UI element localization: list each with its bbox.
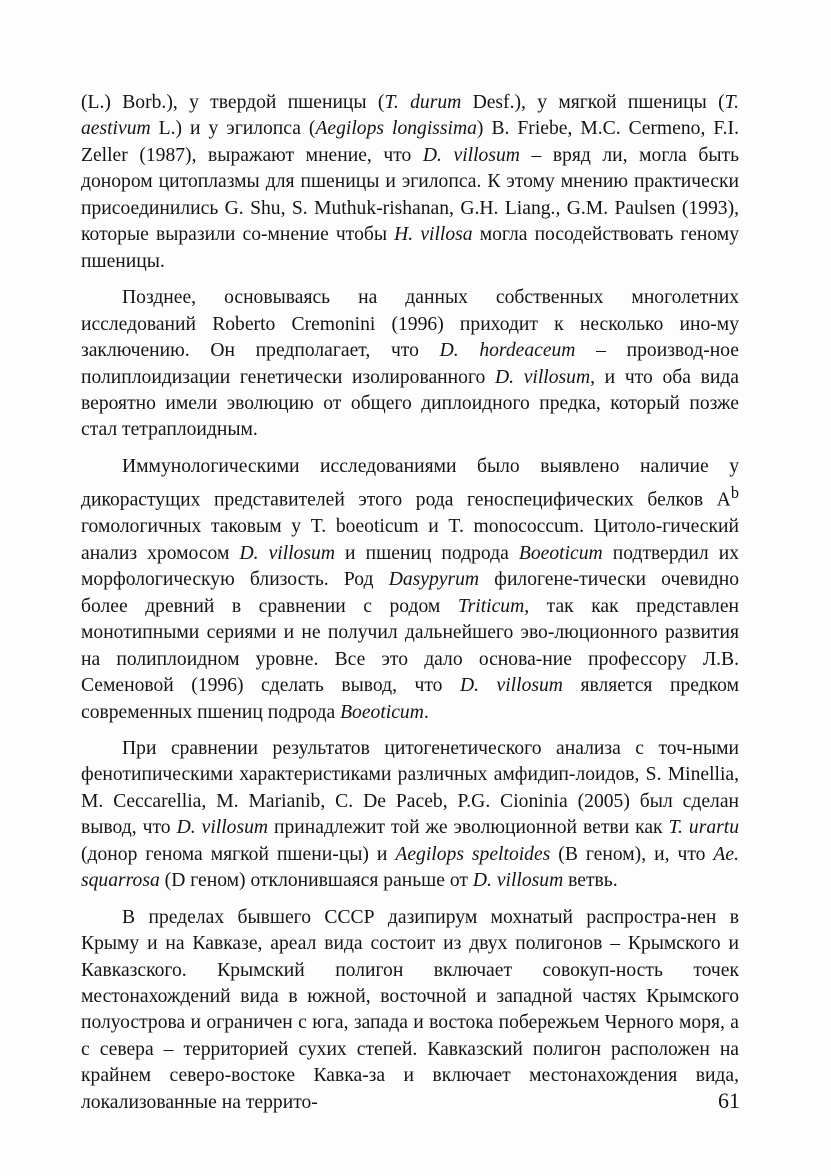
- text-run: , так как представлен монотипными сериями и не получил дальнейшего эво-люционного развития на полиплоидном уровне. Все это дало основа-ние профессору Л.В. Семеновой (1996) сделать вывод, что: [81, 595, 740, 697]
- paragraph: [81, 905, 739, 1117]
- text-run: ветвь.: [563, 870, 618, 892]
- text-run: В пределах бывшего СССР дазипирум мохнатый распростра-нен в Крыму и на Кавказе, ареал вида состоит из двух полигонов – Крымского и Кавказского. Крымский полигон включает совокуп-ность точек местонахождений вида в южной, восточной и западной частях Крымского полуострова и ограничен с юга, запада и востока побережьем Черного моря, а с севера – территорией сухих степей. Кавказский полигон расположен на крайнем северо-востоке Кавка-за и включает местонахождения вида, локализованные на террито-: [81, 906, 739, 1113]
- italic-term: Aegilops speltoides: [395, 843, 551, 865]
- italic-term: H. villosa: [394, 224, 473, 246]
- text-run: (D геном) отклонившаяся раньше от: [159, 870, 473, 892]
- text-run: является предком современных пшениц подрода: [81, 675, 739, 723]
- text-run: L.) и у эгилопса (: [150, 118, 316, 140]
- text-run: (донор генома мягкой пшени-цы) и: [81, 843, 396, 865]
- italic-term: D. villosum: [176, 817, 269, 839]
- italic-term: Boeoticum: [340, 701, 424, 723]
- italic-term: Ae. squarrosa: [81, 843, 739, 892]
- text-run: гомологичных таковым у T. boeoticum и T. monococcum. Цитоло-гический анализ хромосом: [81, 516, 739, 564]
- text-run: (B геном), и, что: [550, 843, 714, 865]
- italic-term: D. villosum: [494, 366, 591, 388]
- italic-term: D. villosum: [459, 675, 563, 697]
- text-run: Позднее, основываясь на данных собственных многолетних исследований Roberto Cremonini (1996) приходит к несколько ино-му заключению. Он предполагает, что: [81, 287, 739, 362]
- text-run: Иммунологическими исследованиями было выявлено наличие у дикорастущих представителей этого рода геноспецифических белков A: [81, 455, 739, 511]
- superscript: b: [730, 483, 739, 503]
- text-run: (L.) Borb.), у твердой пшеницы (: [81, 92, 385, 113]
- text-run: – производ-ное полиплоидизации генетически изолированного: [81, 340, 739, 388]
- paragraph: [81, 454, 739, 726]
- italic-term: Triticum: [457, 595, 525, 617]
- text-run: могла посодействовать геному пшеницы.: [81, 224, 739, 272]
- text-run: ) B. Friebe, M.C. Cermeno, F.I. Zeller (1987), выражают мнение, что: [81, 118, 739, 166]
- text-run: – вряд ли, могла быть донором цитоплазмы для пшеницы и эгилопса. К этому мнению практически присоединились G. Shu, S. Muthuk-rishanan, G.H. Liang., G.M. Paulsen (1993), которые выразили со-мнение чтобы: [81, 144, 740, 246]
- italic-term: T. urartu: [668, 817, 739, 839]
- text-run: .: [423, 701, 429, 723]
- italic-term: T. aestivum: [81, 92, 739, 140]
- italic-term: D. hordeaceum: [439, 340, 576, 362]
- italic-term: Boeoticum: [518, 542, 603, 564]
- italic-term: Aegilops longissima: [315, 118, 477, 140]
- italic-term: D. villosum: [472, 870, 564, 892]
- text-run: При сравнении результатов цитогенетического анализа с точ-ными фенотипическими характеристиками различных амфидип-лоидов, S. Minellia, M. Ceccarellia, M. Marianib, C. De Paceb, P.G. Cioninia (2005) был сделан вывод, что: [81, 737, 739, 839]
- paragraph: [81, 285, 739, 444]
- italic-term: D. villosum: [422, 144, 520, 166]
- text-run: , и что оба вида вероятно имели эволюцию от общего диплоидного предка, который позже стал тетраплоидным.: [81, 366, 739, 441]
- italic-term: Dasypyrum: [388, 569, 480, 591]
- text-run: филогене-тически очевидно более древний в сравнении с родом: [81, 569, 740, 617]
- page-number: 61: [718, 1088, 740, 1113]
- text-run: и пшениц подрода: [334, 542, 519, 564]
- text-run: подтвердил их морфологическую близость. Род: [81, 542, 739, 591]
- paragraph: [81, 90, 739, 275]
- italic-term: T. durum: [384, 92, 462, 113]
- italic-term: D. villosum: [239, 542, 335, 564]
- paragraph: [81, 736, 739, 895]
- text-run: Desf.), у мягкой пшеницы (: [461, 92, 725, 113]
- text-run: принадлежит той же эволюционной ветви как: [268, 817, 669, 839]
- body-text: [81, 90, 739, 1116]
